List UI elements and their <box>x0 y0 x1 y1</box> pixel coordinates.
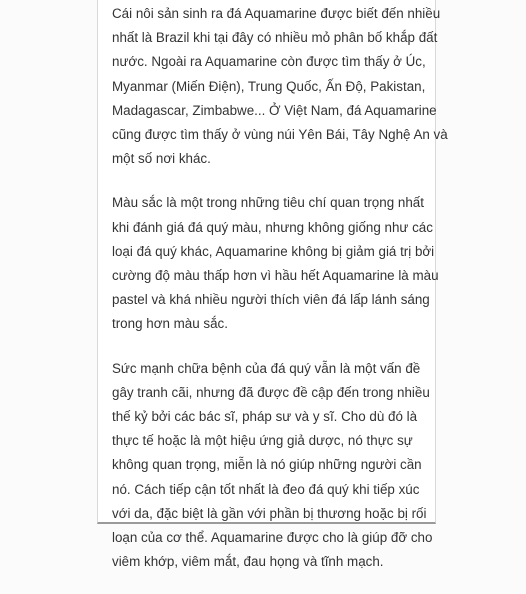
text-line: thế kỷ bởi các bác sĩ, pháp sư và y sĩ. Cho dù đó là <box>112 409 418 425</box>
text-line: Màu sắc là một trong những tiêu chí quan trọng nhất <box>112 195 424 211</box>
text-line: pastel và khá nhiều người thích viên đá lấp lánh sáng <box>112 292 430 308</box>
text-line: cường độ màu thấp hơn vì hầu hết Aquamarine là màu <box>112 268 439 284</box>
text-line: khi đánh giá đá quý màu, nhưng không giống như các <box>112 219 433 235</box>
text-line: nước. Ngoài ra Aquamarine còn được tìm thấy ở Úc, <box>112 54 426 70</box>
text-line: Cái nôi sản sinh ra đá Aquamarine được biết đến nhiều <box>112 6 441 21</box>
text-line: loại đá quý khác, Aquamarine không bị giảm giá trị bởi <box>112 243 435 259</box>
text-line: trong hơn màu sắc. <box>112 316 228 332</box>
article-frame <box>97 0 448 570</box>
text-line: cũng được tìm thấy ở vùng núi Yên Bái, Tây Nghệ An và <box>112 127 448 143</box>
text-line: Myanmar (Miến Điện), Trung Quốc, Ấn Độ, Pakistan, <box>112 78 426 94</box>
text-line: nó. Cách tiếp cận tốt nhất là đeo đá quý khi tiếp xúc <box>112 481 420 497</box>
text-line: gây tranh cãi, nhưng đã được đề cập đến trong nhiều <box>112 384 430 400</box>
text-line: một số nơi khác. <box>112 151 211 167</box>
text-line: Sức mạnh chữa bệnh của đá quý vẫn là một vấn đề <box>112 360 421 376</box>
text-line: không quan trọng, miễn là nó giúp những người cần <box>112 457 422 473</box>
article-body <box>112 2 448 594</box>
paragraph-color <box>112 191 439 336</box>
text-line: loạn của cơ thể. Aquamarine được cho là giúp đỡ cho <box>112 530 433 546</box>
text-line: thực tế hoặc là một hiệu ứng giả dược, nó thực sự <box>112 433 413 449</box>
text-line: với da, đặc biệt là gần với phần bị thương hoặc bị rối <box>112 505 427 521</box>
text-line: Madagascar, Zimbabwe... Ở Việt Nam, đá Aquamarine <box>112 102 437 118</box>
paragraph-healing <box>112 357 433 575</box>
paragraph-origin <box>112 2 448 171</box>
text-line: viêm khớp, viêm mắt, đau họng và tĩnh mạch. <box>112 554 384 570</box>
text-line: nhất là Brazil khi tại đây có nhiều mỏ phân bố khắp đất <box>112 30 438 46</box>
